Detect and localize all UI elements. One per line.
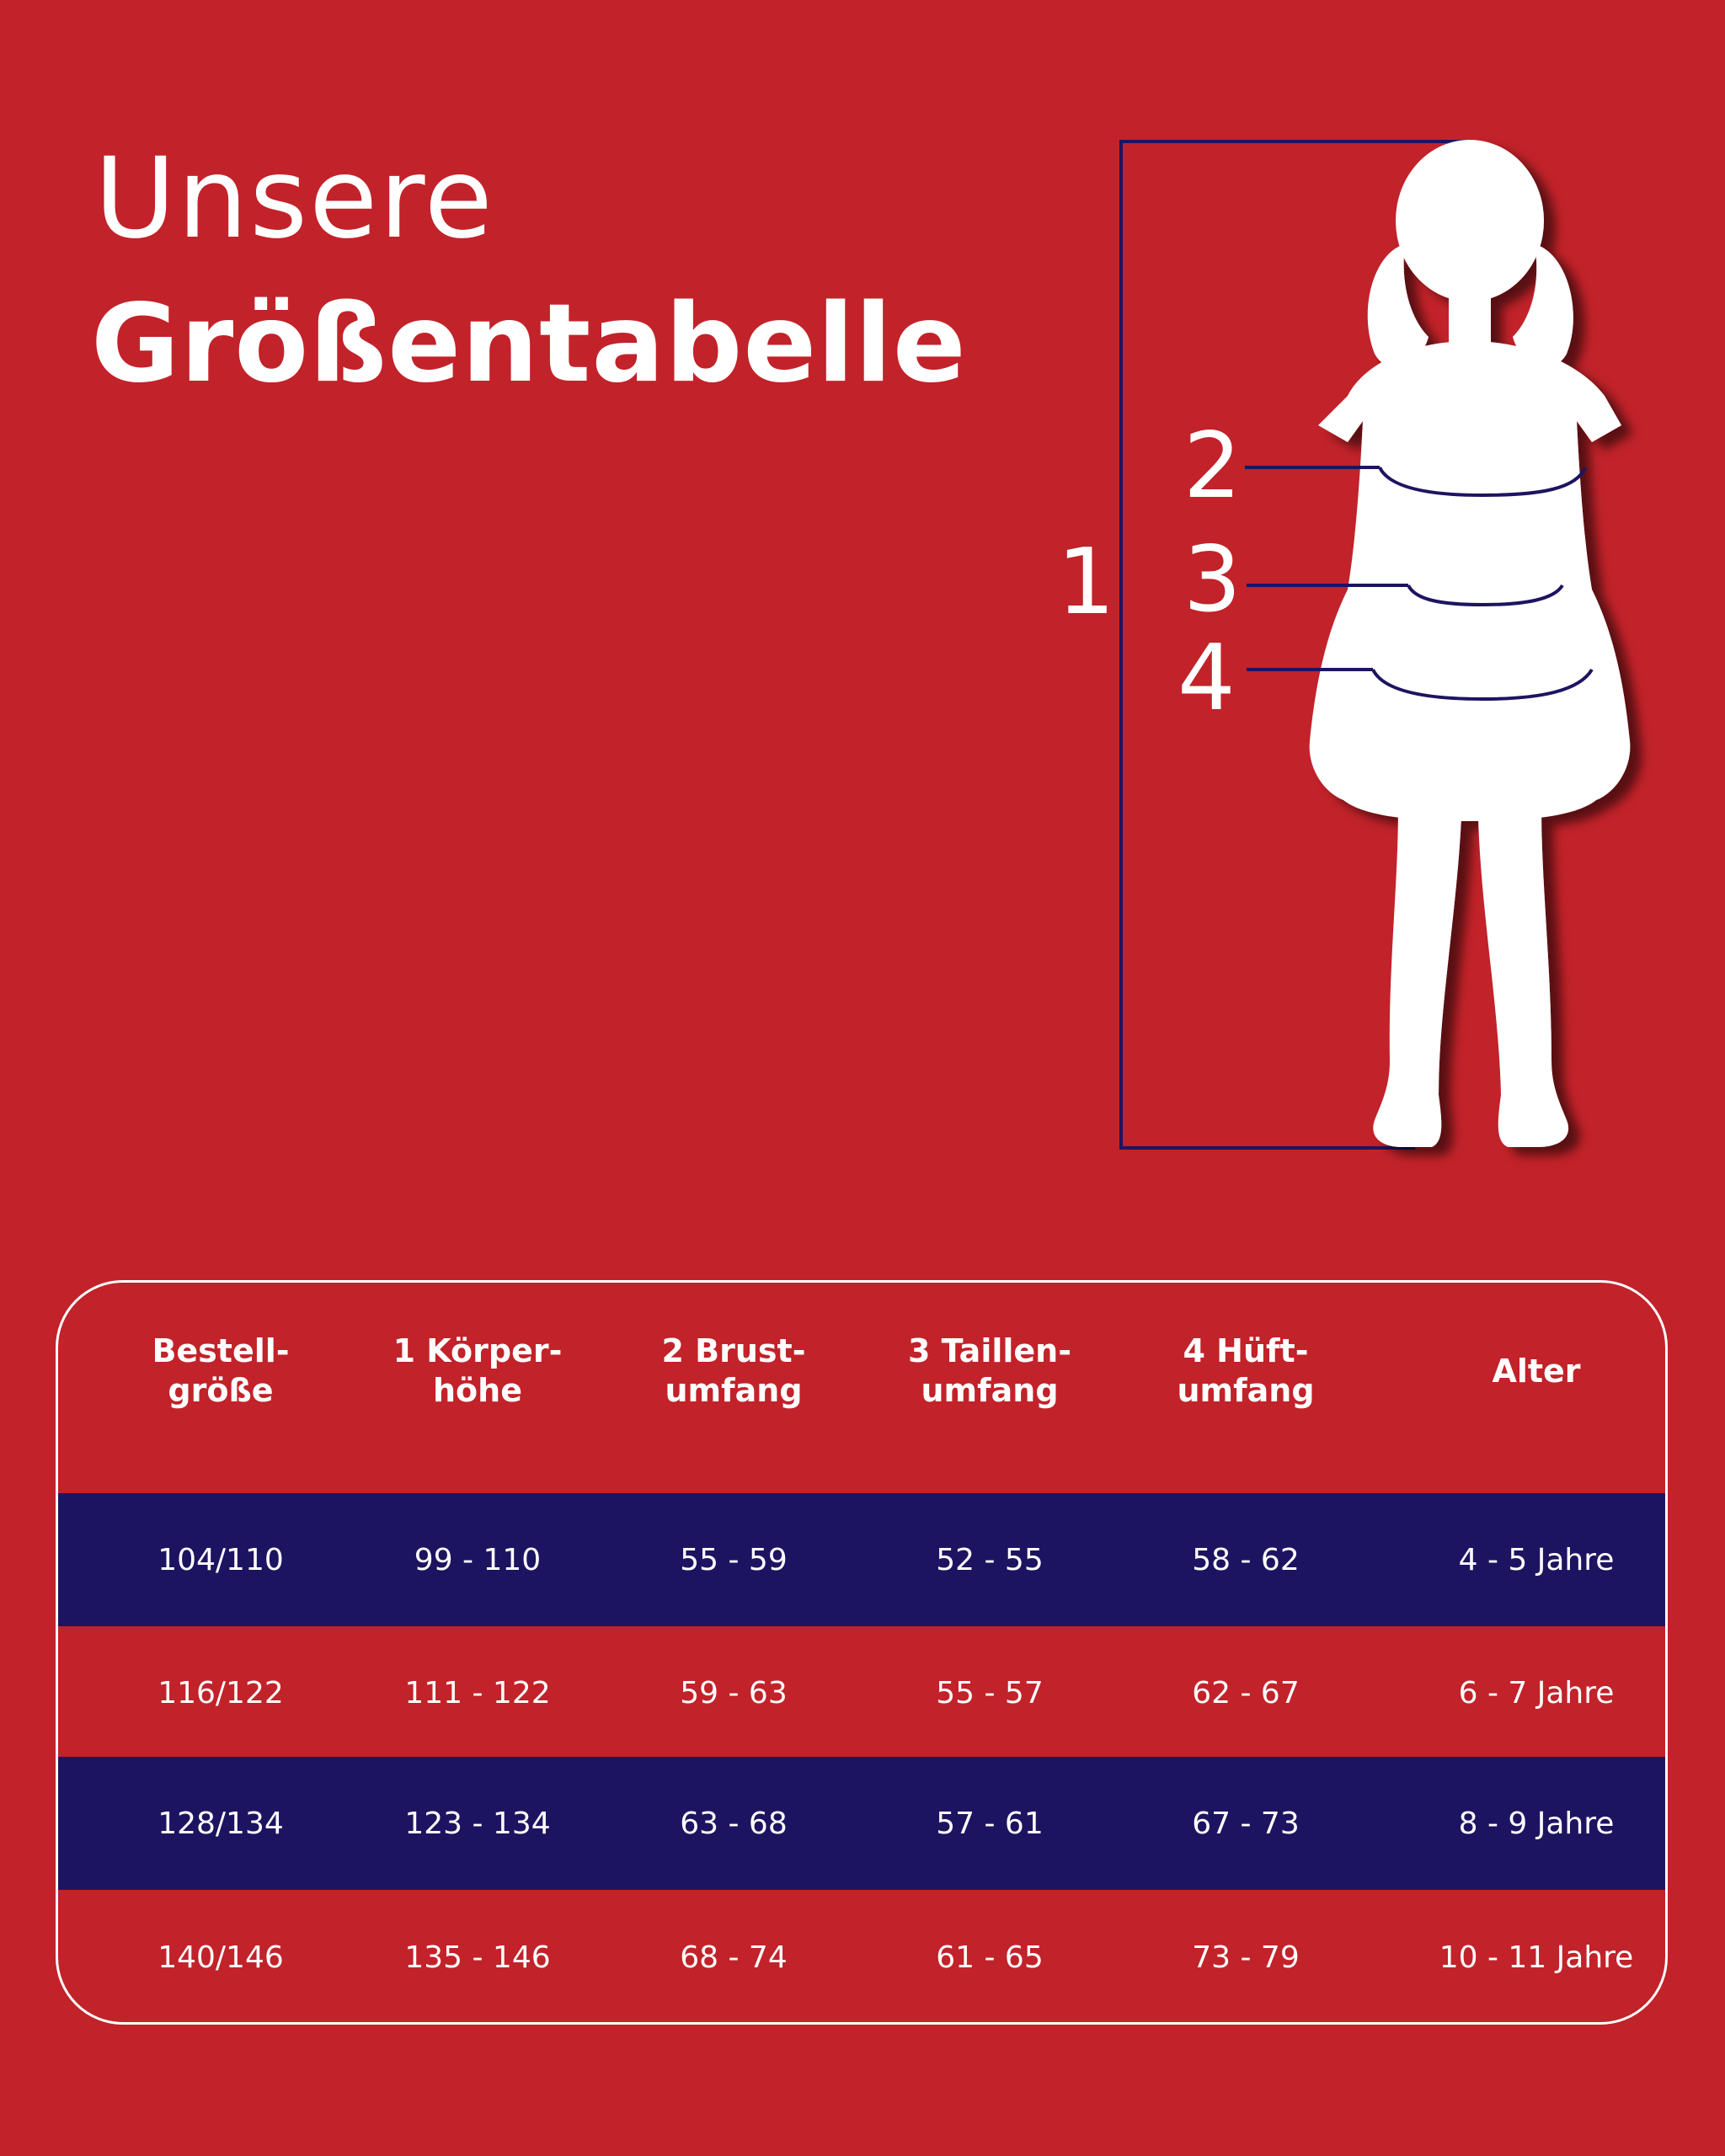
table-cell: 55 - 59 xyxy=(680,1542,788,1577)
size-table xyxy=(56,1280,1668,2025)
table-cell: 73 - 79 xyxy=(1192,1940,1300,1975)
table-cell: 116/122 xyxy=(158,1675,284,1710)
table-cell: 68 - 74 xyxy=(680,1940,788,1975)
table-cell: 135 - 146 xyxy=(404,1940,551,1975)
header-hueftumfang: 4 Hüft- umfang xyxy=(1177,1332,1315,1409)
table-cell: 8 - 9 Jahre xyxy=(1458,1806,1615,1841)
table-cell: 104/110 xyxy=(158,1542,284,1577)
table-row xyxy=(58,1891,1665,2024)
measure-label-hip: 4 xyxy=(1178,626,1236,731)
header-koerperhoehe: 1 Körper- höhe xyxy=(393,1332,563,1409)
measure-label-height: 1 xyxy=(1057,530,1115,635)
table-cell: 111 - 122 xyxy=(404,1675,551,1710)
table-cell: 67 - 73 xyxy=(1192,1806,1300,1841)
table-row xyxy=(58,1757,1665,1890)
header-alter: Alter xyxy=(1492,1352,1581,1390)
header-bestellgroesse: Bestell- größe xyxy=(152,1332,290,1409)
title-unsere: Unsere xyxy=(94,134,494,264)
table-cell: 59 - 63 xyxy=(680,1675,788,1710)
table-cell: 10 - 11 Jahre xyxy=(1439,1940,1634,1975)
measure-label-chest: 2 xyxy=(1183,414,1242,519)
table-cell: 52 - 55 xyxy=(936,1542,1044,1577)
table-cell: 6 - 7 Jahre xyxy=(1458,1675,1615,1710)
table-cell: 63 - 68 xyxy=(680,1806,788,1841)
table-cell: 140/146 xyxy=(158,1940,284,1975)
table-cell: 57 - 61 xyxy=(936,1806,1044,1841)
table-cell: 123 - 134 xyxy=(404,1806,551,1841)
table-cell: 61 - 65 xyxy=(936,1940,1044,1975)
table-cell: 58 - 62 xyxy=(1192,1542,1300,1577)
table-row xyxy=(58,1626,1665,1759)
table-cell: 128/134 xyxy=(158,1806,284,1841)
measure-label-waist: 3 xyxy=(1183,527,1242,632)
table-cell: 62 - 67 xyxy=(1192,1675,1300,1710)
table-cell: 4 - 5 Jahre xyxy=(1458,1542,1615,1577)
table-cell: 99 - 110 xyxy=(414,1542,542,1577)
table-header xyxy=(58,1283,1665,1493)
header-brustumfang: 2 Brust- umfang xyxy=(661,1332,806,1409)
header-taillenumfang: 3 Taillen- umfang xyxy=(907,1332,1071,1409)
table-cell: 55 - 57 xyxy=(936,1675,1044,1710)
table-row xyxy=(58,1493,1665,1626)
title-groessentabelle: Größentabelle xyxy=(91,281,967,407)
